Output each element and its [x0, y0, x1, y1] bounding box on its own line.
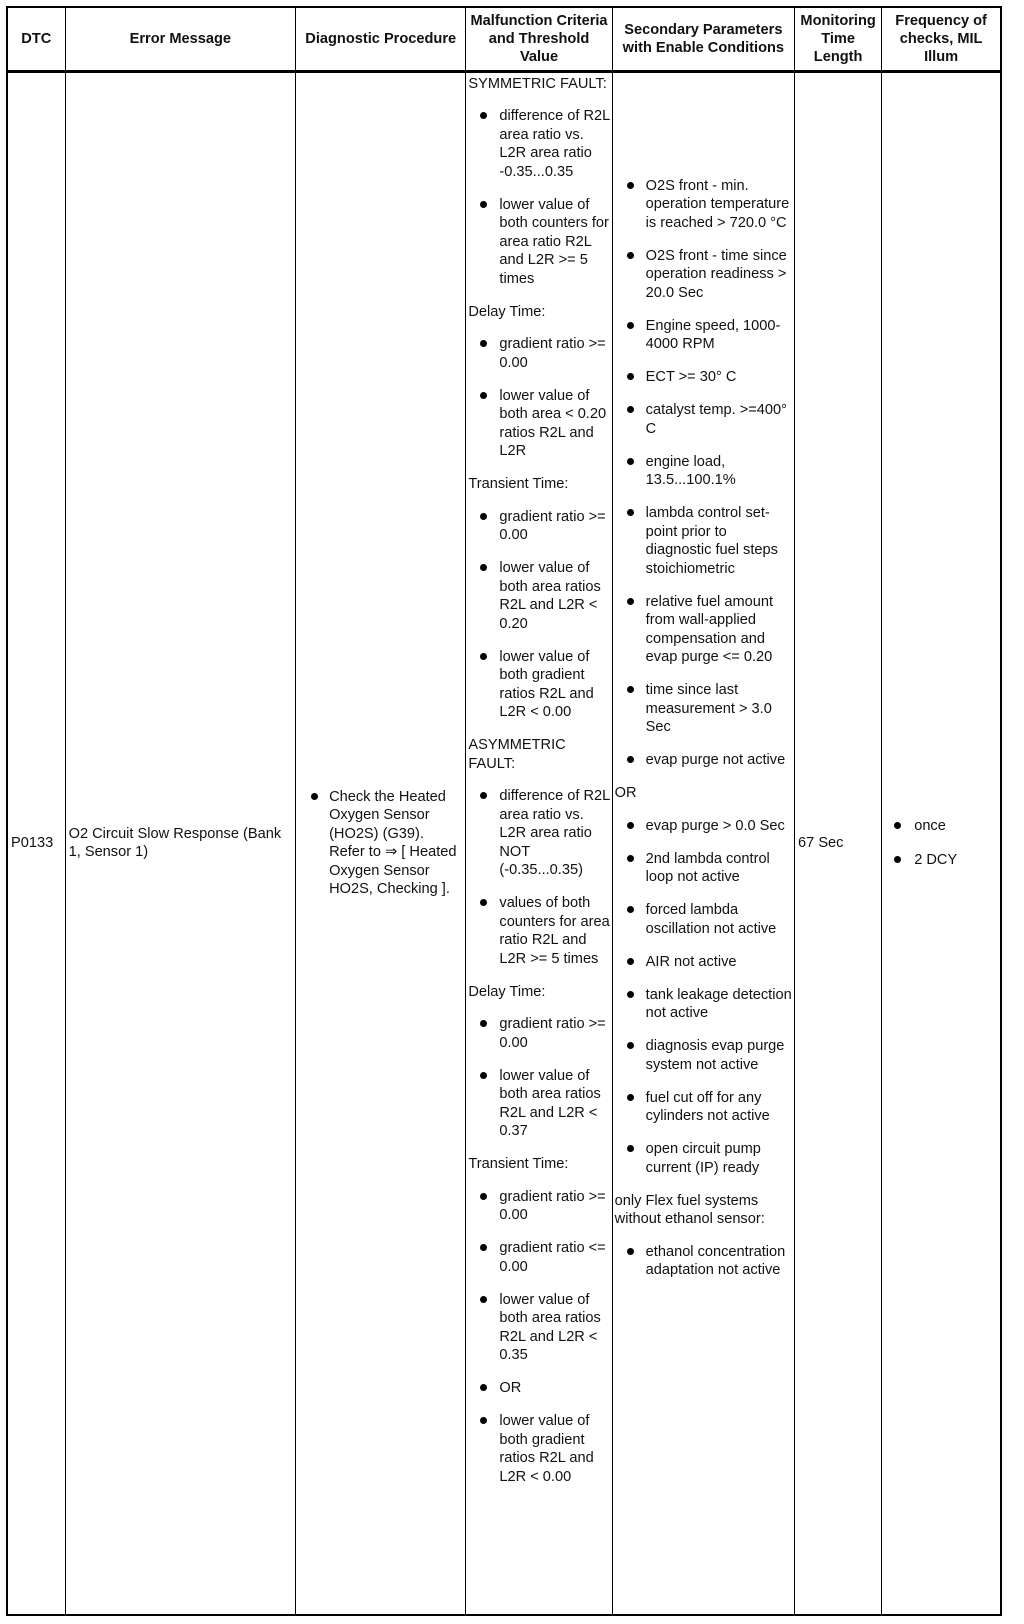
asymmetric-fault-heading: ASYMMETRIC FAULT:: [468, 737, 566, 772]
criteria-item: difference of R2L area ratio vs. L2R area ratio NOT (-0.35...0.35): [468, 787, 610, 880]
secondary-item: evap purge not active: [615, 751, 793, 770]
secondary-items-a: [615, 177, 793, 770]
criteria-item: gradient ratio >= 0.00: [468, 1015, 610, 1052]
asymmetric-items: [468, 787, 610, 968]
symmetric-fault-heading: SYMMETRIC FAULT:: [468, 75, 607, 92]
header-dtc: DTC: [7, 7, 65, 71]
criteria-item: difference of R2L area ratio vs. L2R area ratio -0.35...0.35: [468, 107, 610, 181]
secondary-item: catalyst temp. >=400° C: [615, 401, 793, 438]
frequency-item: 2 DCY: [882, 851, 1000, 870]
symmetric-items: [468, 107, 610, 288]
monitoring-time: 67 Sec: [795, 71, 882, 1615]
criteria-item: lower value of both gradient ratios R2L and L2R < 0.00: [468, 1412, 610, 1486]
criteria-item: lower value of both counters for area ratio R2L and L2R >= 5 times: [468, 196, 610, 289]
secondary-item: diagnosis evap purge system not active: [615, 1037, 793, 1074]
header-row: [7, 7, 1001, 71]
secondary-item: relative fuel amount from wall-applied compensation and evap purge <= 0.20: [615, 593, 793, 667]
criteria-item: values of both counters for area ratio R2L and L2R >= 5 times: [468, 894, 610, 968]
frequency-item: once: [882, 817, 1000, 836]
secondary-item: ethanol concentration adaptation not active: [615, 1243, 793, 1280]
sym-transient-heading: Transient Time:: [468, 476, 569, 492]
header-malfunction-criteria: Malfunction Criteria and Threshold Value: [466, 7, 612, 71]
criteria-item: gradient ratio <= 0.00: [468, 1239, 610, 1276]
criteria-item: gradient ratio >= 0.00: [468, 508, 610, 545]
header-frequency: Frequency of checks, MIL Illum: [882, 7, 1001, 71]
criteria-item: OR: [468, 1379, 610, 1398]
error-message: O2 Circuit Slow Response (Bank 1, Sensor 1): [65, 71, 295, 1615]
secondary-item: tank leakage detection not active: [615, 986, 793, 1023]
criteria-item: gradient ratio >= 0.00: [468, 1188, 610, 1225]
frequency-list: [882, 817, 1000, 869]
secondary-item: 2nd lambda control loop not active: [615, 850, 793, 887]
secondary-item: engine load, 13.5...100.1%: [615, 453, 793, 490]
secondary-items-c: [615, 1243, 793, 1280]
criteria-item: lower value of both area < 0.20 ratios R2L and L2R: [468, 387, 610, 461]
dtc-code: P0133: [7, 71, 65, 1615]
secondary-item: Engine speed, 1000-4000 RPM: [615, 317, 793, 354]
secondary-item: fuel cut off for any cylinders not active: [615, 1089, 793, 1126]
frequency-cell: [882, 71, 1001, 1615]
table-row: [7, 71, 1001, 1615]
secondary-item: ECT >= 30° C: [615, 368, 793, 387]
criteria-item: lower value of both area ratios R2L and L2R < 0.37: [468, 1067, 610, 1141]
flex-fuel-heading: only Flex fuel systems without ethanol sensor:: [614, 1192, 765, 1227]
header-error-message: Error Message: [65, 7, 295, 71]
diagnostic-procedure-list: [302, 788, 461, 899]
diagnostic-procedure-cell: [296, 71, 466, 1615]
sym-delay-items: [468, 335, 610, 461]
header-monitoring-time: Monitoring Time Length: [795, 7, 882, 71]
criteria-item: lower value of both area ratios R2L and L2R < 0.20: [468, 559, 610, 633]
asym-transient-items: [468, 1188, 610, 1487]
asym-transient-heading: Transient Time:: [468, 1156, 569, 1172]
asym-delay-items: [468, 1015, 610, 1141]
criteria-item: lower value of both gradient ratios R2L and L2R < 0.00: [468, 648, 610, 722]
secondary-item: lambda control set-point prior to diagnostic fuel steps stoichiometric: [615, 504, 793, 578]
criteria-item: lower value of both area ratios R2L and L2R < 0.35: [468, 1291, 610, 1365]
secondary-item: O2S front - time since operation readiness > 20.0 Sec: [615, 247, 793, 303]
secondary-item: O2S front - min. operation temperature is reached > 720.0 °C: [615, 177, 793, 233]
secondary-item: AIR not active: [615, 953, 793, 972]
diagnostic-procedure-item: Check the Heated Oxygen Sensor (HO2S) (G39). Refer to ⇒ [ Heated Oxygen Sensor HO2S, Checking ].: [302, 788, 461, 899]
secondary-item: evap purge > 0.0 Sec: [615, 817, 793, 836]
secondary-parameters-cell: [612, 71, 794, 1615]
dtc-table: [6, 6, 1002, 1616]
secondary-or-label: OR: [614, 785, 637, 801]
secondary-items-b: [615, 817, 793, 1178]
asym-delay-heading: Delay Time:: [468, 983, 546, 1000]
sym-transient-items: [468, 508, 610, 722]
header-secondary-parameters: Secondary Parameters with Enable Conditions: [612, 7, 794, 71]
header-diagnostic-procedure: Diagnostic Procedure: [296, 7, 466, 71]
secondary-item: forced lambda oscillation not active: [615, 901, 793, 938]
secondary-item: open circuit pump current (IP) ready: [615, 1140, 793, 1177]
malfunction-criteria-cell: [466, 71, 612, 1615]
secondary-item: time since last measurement > 3.0 Sec: [615, 681, 793, 737]
diagnostic-table-sheet: [6, 6, 1002, 1616]
sym-delay-heading: Delay Time:: [468, 303, 546, 320]
criteria-item: gradient ratio >= 0.00: [468, 335, 610, 372]
